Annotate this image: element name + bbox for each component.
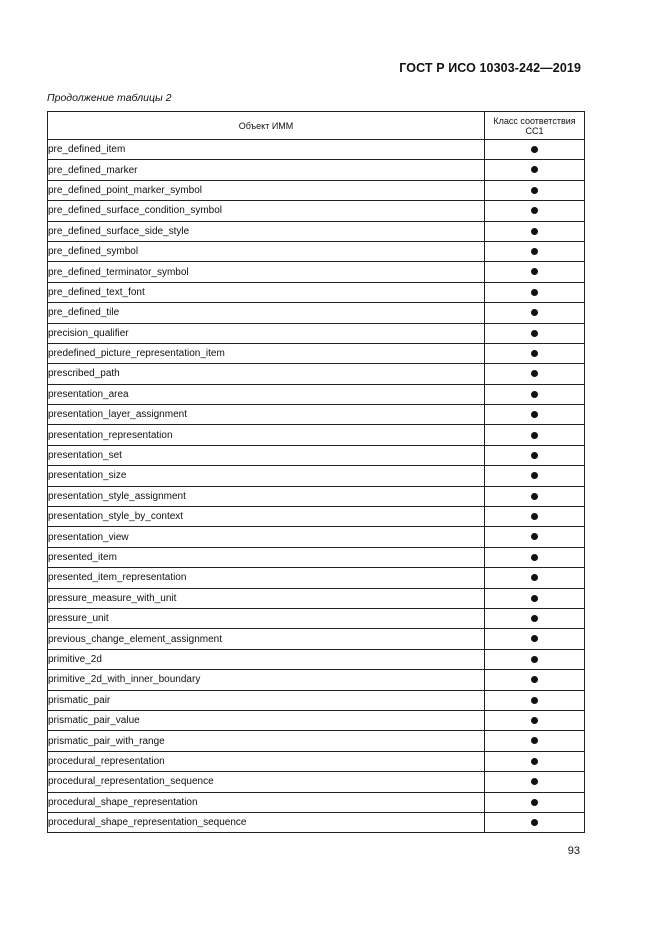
- table-row: [48, 710, 585, 730]
- column-header-object: Объект ИММ: [48, 112, 485, 140]
- table-row: [48, 751, 585, 771]
- table-row: [48, 466, 585, 486]
- conformance-mark-cell: [485, 568, 585, 588]
- filled-circle-icon: [531, 187, 538, 194]
- object-name-cell: prismatic_pair: [48, 690, 485, 710]
- table-row: [48, 425, 585, 445]
- object-name-cell: pre_defined_item: [48, 140, 485, 160]
- conformance-mark-cell: [485, 425, 585, 445]
- filled-circle-icon: [531, 799, 538, 806]
- conformance-mark-cell: [485, 670, 585, 690]
- object-name-cell: procedural_shape_representation_sequence: [48, 812, 485, 832]
- filled-circle-icon: [531, 452, 538, 459]
- conformance-table: [47, 111, 585, 833]
- conformance-mark-cell: [485, 241, 585, 261]
- filled-circle-icon: [531, 615, 538, 622]
- conformance-mark-cell: [485, 812, 585, 832]
- page-number: 93: [567, 845, 580, 857]
- conformance-mark-cell: [485, 343, 585, 363]
- table-row: [48, 812, 585, 832]
- object-name-cell: presentation_representation: [48, 425, 485, 445]
- table-row: [48, 608, 585, 628]
- table-row: [48, 221, 585, 241]
- conformance-mark-cell: [485, 445, 585, 465]
- filled-circle-icon: [531, 432, 538, 439]
- table-row: [48, 262, 585, 282]
- filled-circle-icon: [531, 472, 538, 479]
- table-row: [48, 241, 585, 261]
- table-row: [48, 547, 585, 567]
- table-row: [48, 792, 585, 812]
- table-header-row: [48, 112, 585, 140]
- conformance-mark-cell: [485, 751, 585, 771]
- filled-circle-icon: [531, 411, 538, 418]
- filled-circle-icon: [531, 533, 538, 540]
- object-name-cell: prismatic_pair_value: [48, 710, 485, 730]
- filled-circle-icon: [531, 635, 538, 642]
- conformance-mark-cell: [485, 527, 585, 547]
- table-row: [48, 649, 585, 669]
- table-row: [48, 323, 585, 343]
- conformance-mark-cell: [485, 364, 585, 384]
- filled-circle-icon: [531, 513, 538, 520]
- conformance-mark-cell: [485, 731, 585, 751]
- table-row: [48, 343, 585, 363]
- object-name-cell: procedural_representation_sequence: [48, 772, 485, 792]
- conformance-mark-cell: [485, 262, 585, 282]
- table-row: [48, 690, 585, 710]
- conformance-mark-cell: [485, 180, 585, 200]
- table-body: [48, 140, 585, 833]
- conformance-mark-cell: [485, 588, 585, 608]
- conformance-mark-cell: [485, 507, 585, 527]
- object-name-cell: precision_qualifier: [48, 323, 485, 343]
- table-row: [48, 201, 585, 221]
- conformance-mark-cell: [485, 547, 585, 567]
- table-row: [48, 731, 585, 751]
- table-row: [48, 507, 585, 527]
- filled-circle-icon: [531, 595, 538, 602]
- object-name-cell: prismatic_pair_with_range: [48, 731, 485, 751]
- object-name-cell: pressure_measure_with_unit: [48, 588, 485, 608]
- filled-circle-icon: [531, 574, 538, 581]
- filled-circle-icon: [531, 717, 538, 724]
- object-name-cell: pre_defined_point_marker_symbol: [48, 180, 485, 200]
- table-row: [48, 364, 585, 384]
- filled-circle-icon: [531, 493, 538, 500]
- filled-circle-icon: [531, 697, 538, 704]
- conformance-mark-cell: [485, 486, 585, 506]
- conformance-mark-cell: [485, 466, 585, 486]
- table-row: [48, 445, 585, 465]
- object-name-cell: presentation_layer_assignment: [48, 405, 485, 425]
- conformance-mark-cell: [485, 282, 585, 302]
- column-header-class-line1: Класс соответствия: [493, 115, 576, 126]
- filled-circle-icon: [531, 268, 538, 275]
- table-row: [48, 670, 585, 690]
- filled-circle-icon: [531, 758, 538, 765]
- object-name-cell: pre_defined_text_font: [48, 282, 485, 302]
- conformance-mark-cell: [485, 323, 585, 343]
- filled-circle-icon: [531, 778, 538, 785]
- filled-circle-icon: [531, 166, 538, 173]
- table-row: [48, 486, 585, 506]
- table-row: [48, 527, 585, 547]
- object-name-cell: predefined_picture_representation_item: [48, 343, 485, 363]
- object-name-cell: pressure_unit: [48, 608, 485, 628]
- table-row: [48, 160, 585, 180]
- conformance-mark-cell: [485, 792, 585, 812]
- object-name-cell: presentation_style_by_context: [48, 507, 485, 527]
- table-row: [48, 772, 585, 792]
- object-name-cell: procedural_representation: [48, 751, 485, 771]
- object-name-cell: procedural_shape_representation: [48, 792, 485, 812]
- object-name-cell: primitive_2d: [48, 649, 485, 669]
- filled-circle-icon: [531, 819, 538, 826]
- conformance-mark-cell: [485, 629, 585, 649]
- object-name-cell: presentation_set: [48, 445, 485, 465]
- table-row: [48, 568, 585, 588]
- conformance-mark-cell: [485, 384, 585, 404]
- object-name-cell: presented_item: [48, 547, 485, 567]
- object-name-cell: pre_defined_marker: [48, 160, 485, 180]
- filled-circle-icon: [531, 350, 538, 357]
- document-standard-header: ГОСТ Р ИСО 10303-242—2019: [399, 61, 581, 75]
- conformance-mark-cell: [485, 303, 585, 323]
- conformance-mark-cell: [485, 160, 585, 180]
- filled-circle-icon: [531, 330, 538, 337]
- object-name-cell: previous_change_element_assignment: [48, 629, 485, 649]
- filled-circle-icon: [531, 146, 538, 153]
- filled-circle-icon: [531, 228, 538, 235]
- table-row: [48, 384, 585, 404]
- object-name-cell: presented_item_representation: [48, 568, 485, 588]
- conformance-mark-cell: [485, 649, 585, 669]
- filled-circle-icon: [531, 554, 538, 561]
- object-name-cell: pre_defined_tile: [48, 303, 485, 323]
- table-row: [48, 140, 585, 160]
- filled-circle-icon: [531, 309, 538, 316]
- object-name-cell: primitive_2d_with_inner_boundary: [48, 670, 485, 690]
- object-name-cell: prescribed_path: [48, 364, 485, 384]
- column-header-class: [485, 112, 585, 140]
- filled-circle-icon: [531, 370, 538, 377]
- table-row: [48, 303, 585, 323]
- filled-circle-icon: [531, 391, 538, 398]
- conformance-mark-cell: [485, 201, 585, 221]
- object-name-cell: pre_defined_symbol: [48, 241, 485, 261]
- filled-circle-icon: [531, 656, 538, 663]
- object-name-cell: pre_defined_terminator_symbol: [48, 262, 485, 282]
- filled-circle-icon: [531, 289, 538, 296]
- table-row: [48, 588, 585, 608]
- conformance-mark-cell: [485, 710, 585, 730]
- conformance-mark-cell: [485, 221, 585, 241]
- object-name-cell: presentation_view: [48, 527, 485, 547]
- conformance-mark-cell: [485, 405, 585, 425]
- object-name-cell: presentation_area: [48, 384, 485, 404]
- filled-circle-icon: [531, 207, 538, 214]
- table-row: [48, 282, 585, 302]
- filled-circle-icon: [531, 737, 538, 744]
- conformance-mark-cell: [485, 772, 585, 792]
- object-name-cell: pre_defined_surface_side_style: [48, 221, 485, 241]
- table-row: [48, 405, 585, 425]
- object-name-cell: pre_defined_surface_condition_symbol: [48, 201, 485, 221]
- conformance-mark-cell: [485, 608, 585, 628]
- filled-circle-icon: [531, 676, 538, 683]
- conformance-mark-cell: [485, 690, 585, 710]
- conformance-mark-cell: [485, 140, 585, 160]
- column-header-class-line2: СС1: [525, 125, 544, 136]
- table-caption: Продолжение таблицы 2: [47, 92, 172, 104]
- table-row: [48, 180, 585, 200]
- object-name-cell: presentation_style_assignment: [48, 486, 485, 506]
- object-name-cell: presentation_size: [48, 466, 485, 486]
- table-row: [48, 629, 585, 649]
- filled-circle-icon: [531, 248, 538, 255]
